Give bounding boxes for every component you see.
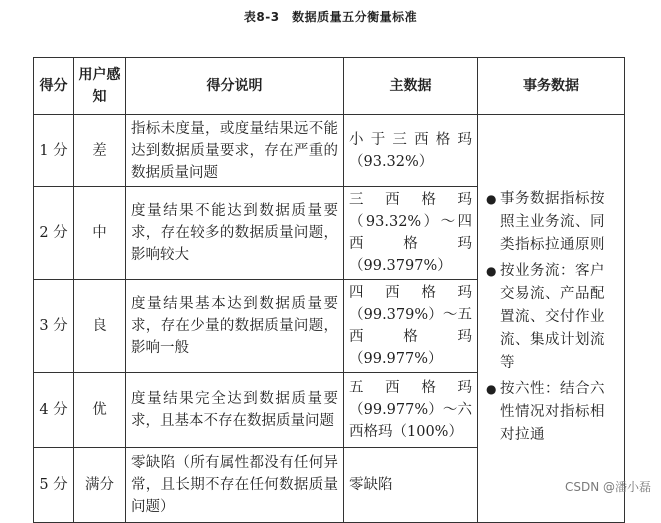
list-item xyxy=(486,378,618,447)
list-item xyxy=(486,260,618,375)
main-data-cell: 小于三西格玛（93.32%） xyxy=(344,115,478,187)
header-main xyxy=(344,58,478,115)
header-desc-text: 得分说明 xyxy=(206,78,263,94)
table-caption: 表8-3 数据质量五分衡量标准 xyxy=(243,10,418,24)
header-feel xyxy=(74,58,126,115)
watermark: CSDN @潘小磊 xyxy=(564,480,651,494)
main-data-cell: 三西格玛（93.32%）～四西格玛（99.3797%） xyxy=(344,187,478,280)
feel-cell: 优 xyxy=(74,373,126,448)
biz-item-text: 事务数据指标按照主业务流、同类指标拉通原则 xyxy=(500,190,605,253)
bullet-icon: ● xyxy=(486,263,497,278)
biz-item-text: 按六性：结合六性情况对指标相对拉通 xyxy=(500,380,605,443)
header-desc xyxy=(126,58,344,115)
main-data-cell: 四西格玛（99.379%）～五西格玛（99.977%） xyxy=(344,280,478,373)
header-biz xyxy=(478,58,625,115)
main-data-cell: 五西格玛（99.977%）～六西格玛（100%） xyxy=(344,373,478,448)
score-cell: 3 分 xyxy=(34,280,74,373)
score-cell: 5 分 xyxy=(34,448,74,523)
header-biz-text: 事务数据 xyxy=(523,78,579,94)
desc-cell: 度量结果基本达到数据质量要求，存在少量的数据质量问题，影响一般 xyxy=(126,280,344,373)
feel-cell: 中 xyxy=(74,187,126,280)
score-cell: 2 分 xyxy=(34,187,74,280)
main-data-cell: 零缺陷 xyxy=(344,448,478,523)
desc-cell: 度量结果完全达到数据质量要求，且基本不存在数据质量问题 xyxy=(126,373,344,448)
biz-item-text: 按业务流：客户交易流、产品配置流、交付作业流、集成计划流等 xyxy=(500,262,605,371)
header-row xyxy=(34,58,625,115)
header-score xyxy=(34,58,74,115)
bullet-icon: ● xyxy=(486,381,497,396)
header-score-text: 得分 xyxy=(39,78,68,94)
list-item xyxy=(486,188,618,257)
table-row xyxy=(34,115,625,187)
biz-list xyxy=(486,188,618,447)
biz-data-cell xyxy=(478,115,625,523)
header-main-text: 主数据 xyxy=(389,78,432,94)
quality-score-table xyxy=(33,57,625,523)
desc-cell: 指标未度量，或度量结果远不能达到数据质量要求，存在严重的数据质量问题 xyxy=(126,115,344,187)
score-cell: 4 分 xyxy=(34,373,74,448)
feel-cell: 良 xyxy=(74,280,126,373)
header-feel-text: 用户感知 xyxy=(78,67,121,105)
feel-cell: 差 xyxy=(74,115,126,187)
desc-cell: 度量结果不能达到数据质量要求，存在较多的数据质量问题，影响较大 xyxy=(126,187,344,280)
feel-cell: 满分 xyxy=(74,448,126,523)
desc-cell: 零缺陷（所有属性都没有任何异常，且长期不存在任何数据质量问题） xyxy=(126,448,344,523)
bullet-icon: ● xyxy=(486,191,497,206)
score-cell: 1 分 xyxy=(34,115,74,187)
